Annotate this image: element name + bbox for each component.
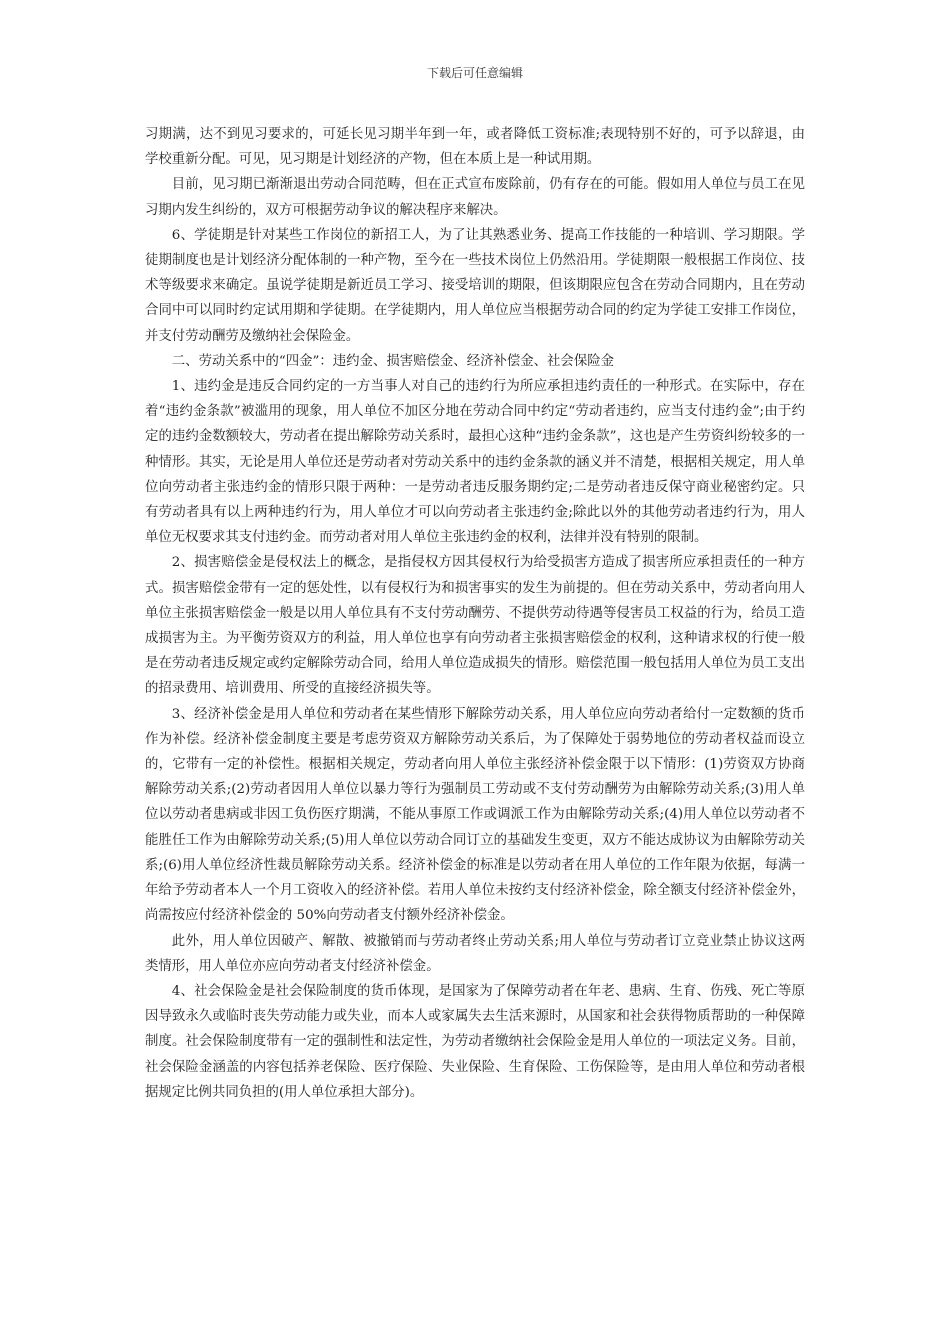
document-body [145,122,805,1105]
paragraph: 6、学徒期是针对某些工作岗位的新招工人，为了让其熟悉业务、提高工作技能的一种培训、学习期限。学徒期制度也是计划经济分配体制的一种产物，至今在一些技术岗位上仍然沿用。学徒期限一般根据工作岗位、技术等级要求来确定。虽说学徒期是新近员工学习、接受培训的期限，但该期限应包含在劳动合同期内，且在劳动合同中可以同时约定试用期和学徒期。在学徒期内，用人单位应当根据劳动合同的约定为学徒工安排工作岗位，并支付劳动酬劳及缴纳社会保险金。 [145,227,805,344]
paragraph: 4、社会保险金是社会保险制度的货币体现，是国家为了保障劳动者在年老、患病、生育、伤残、死亡等原因导致永久或临时丧失劳动能力或失业，而本人或家属失去生活来源时，从国家和社会获得物质帮助的一种保障制度。社会保险制度带有一定的强制性和法定性，为劳动者缴纳社会保险金是用人单位的一项法定义务。目前，社会保险金涵盖的内容包括养老保险、医疗保险、失业保险、生育保险、工伤保险等，是由用人单位和劳动者根据规定比例共同负担的(用人单位承担大部分)。 [145,983,805,1100]
page-header: 下载后可任意编辑 [426,66,523,80]
paragraph: 习期满，达不到见习要求的，可延长见习期半年到一年，或者降低工资标准;表现特别不好的，可予以辞退，由学校重新分配。可见，见习期是计划经济的产物，但在本质上是一种试用期。 [145,127,805,168]
paragraph: 1、违约金是违反合同约定的一方当事人对自己的违约行为所应承担违约责任的一种形式。在实际中，存在着“违约金条款”被滥用的现象，用人单位不加区分地在劳动合同中约定“劳动者违约，应当支付违约金”;由于约定的违约金数额较大，劳动者在提出解除劳动关系时，最担心这种“违约金条款”，这也是产生劳资纠纷较多的一种情形。其实，无论是用人单位还是劳动者对劳动关系中的违约金条款的涵义并不清楚，根据相关规定，用人单位向劳动者主张违约金的情形只限于两种：一是劳动者违反服务期约定;二是劳动者违反保守商业秘密约定。只有劳动者具有以上两种违约行为，用人单位才可以向劳动者主张违约金;除此以外的其他劳动者违约行为，用人单位无权要求其支付违约金。而劳动者对用人单位主张违约金的权利，法律并没有特别的限制。 [145,379,805,546]
paragraph: 2、损害赔偿金是侵权法上的概念，是指侵权方因其侵权行为给受损害方造成了损害所应承担责任的一种方式。损害赔偿金带有一定的惩处性，以有侵权行为和损害事实的发生为前提的。但在劳动关系中，劳动者向用人单位主张损害赔偿金一般是以用人单位具有不支付劳动酬劳、不提供劳动待遇等侵害员工权益的行为，给员工造成损害为主。为平衡劳资双方的利益，用人单位也享有向劳动者主张损害赔偿金的权利，这种请求权的行使一般是在劳动者违反规定或约定解除劳动合同，给用人单位造成损失的情形。赔偿范围一般包括用人单位为员工支出的招录费用、培训费用、所受的直接经济损失等。 [145,555,805,697]
paragraph: 目前，见习期已渐渐退出劳动合同范畴，但在正式宣布废除前，仍有存在的可能。假如用人单位与员工在见习期内发生纠纷的，双方可根据劳动争议的解决程序来解决。 [145,177,805,218]
paragraph: 3、经济补偿金是用人单位和劳动者在某些情形下解除劳动关系，用人单位应向劳动者给付一定数额的货币作为补偿。经济补偿金制度主要是考虑劳资双方解除劳动关系后，为了保障处于弱势地位的劳动者权益而设立的，它带有一定的补偿性。根据相关规定，劳动者向用人单位主张经济补偿金限于以下情形：(1)劳资双方协商解除劳动关系;(2)劳动者因用人单位以暴力等行为强制员工劳动或不支付劳动酬劳为由解除劳动关系;(3)用人单位以劳动者患病或非因工负伤医疗期满，不能从事原工作或调派工作为由解除劳动关系;(4)用人单位以劳动者不能胜任工作为由解除劳动关系;(5)用人单位以劳动合同订立的基础发生变更，双方不能达成协议为由解除劳动关系;(6)用人单位经济性裁员解除劳动关系。经济补偿金的标准是以劳动者在用人单位的工作年限为依据，每满一年给予劳动者本人一个月工资收入的经济补偿。若用人单位未按约支付经济补偿金，除全额支付经济补偿金外，尚需按应付经济补偿金的 50%向劳动者支付额外经济补偿金。 [145,706,805,924]
paragraph: 二、劳动关系中的“四金”：违约金、损害赔偿金、经济补偿金、社会保险金 [171,353,614,369]
paragraph: 此外，用人单位因破产、解散、被撤销而与劳动者终止劳动关系;用人单位与劳动者订立竞业禁止协议这两类情形，用人单位亦应向劳动者支付经济补偿金。 [145,933,805,974]
